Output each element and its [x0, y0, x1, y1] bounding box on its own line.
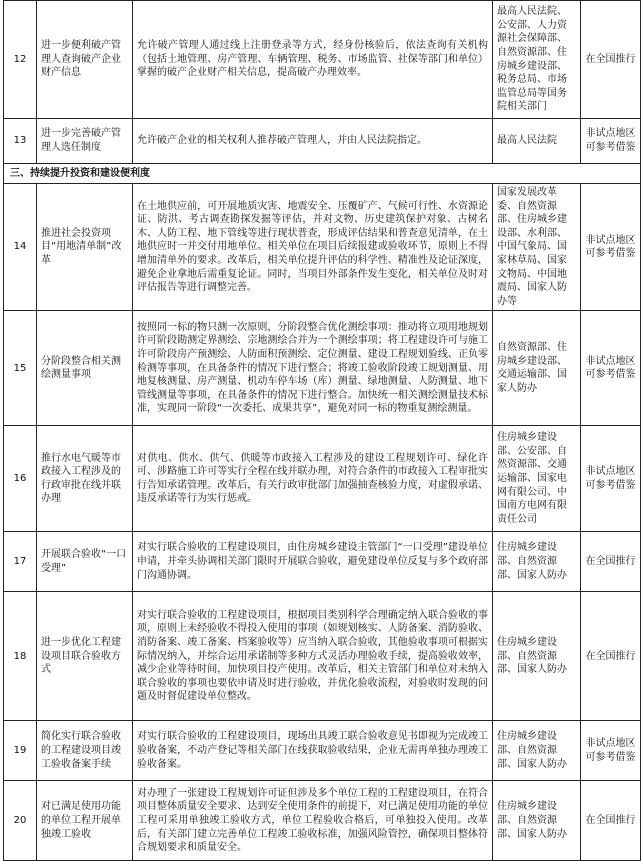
implementation-scope: 在全国推行 [581, 781, 641, 861]
measure-name: 分阶段整合相关测绘测量事项 [37, 311, 133, 426]
responsible-departments: 住房城乡建设部、自然资源部、国家人防办 [493, 721, 581, 781]
table-row [4, 426, 641, 532]
measure-description: 在土地供应前，可开展地质灾害、地震安全、压覆矿产、气候可行性、水资源论证、防洪、考古调查勘探发掘等评估，并对文物、历史建筑保护对象、古树名木、人防工程、地下管线等进行现状普查，形成评估结果和普查意见清单，在土地供应时一并交付用地单位。相关单位在项目后续报建或验收环节，原则上不得增加清单外的要求。改革后，相关单位提升评估的科学性、精准性及论证深度，避免企业拿地后需重复论证。同时，当项目外部条件发生变化，相关单位及时对评估报告等进行调整完善。 [133, 184, 493, 311]
row-number: 14 [4, 184, 37, 311]
implementation-scope: 在全国推行 [581, 1, 641, 119]
responsible-departments: 住房城乡建设部、自然资源部、国家人防办 [493, 592, 581, 721]
table-row [4, 721, 641, 781]
row-number: 19 [4, 721, 37, 781]
measure-name: 推进社会投资项目“用地清单制”改革 [37, 184, 133, 311]
measure-name: 简化实行联合验收的工程建设项目竣工验收备案手续 [37, 721, 133, 781]
implementation-scope: 在全国推行 [581, 592, 641, 721]
table-row [4, 592, 641, 721]
measure-description: 对实行联合验收的工程建设项目，现场出具竣工联合验收意见书即视为完成竣工验收备案，不动产登记等相关部门在线获取验收结果，企业无需再单独办理竣工验收备案。 [133, 721, 493, 781]
row-number: 16 [4, 426, 37, 532]
table-row [4, 1, 641, 119]
row-number: 17 [4, 532, 37, 592]
reform-measures-table [3, 0, 641, 861]
row-number: 20 [4, 781, 37, 861]
implementation-scope: 非试点地区可参考借鉴 [581, 721, 641, 781]
responsible-departments: 住房城乡建设部、公安部、自然资源部、交通运输部、国家电网有限公司、中国南方电网有限责任公司 [493, 426, 581, 532]
implementation-scope: 在全国推行 [581, 532, 641, 592]
measure-description: 对供电、供水、供气、供暖等市政接入工程涉及的建设工程规划许可、绿化许可、涉路施工许可等实行全程在线并联办理，对符合条件的市政接入工程审批实行告知承诺管理。改革后，有关行政审批部门加强抽查核验力度，对虚假承诺、违反承诺等行为实行惩戒。 [133, 426, 493, 532]
section-heading-row [4, 164, 641, 184]
measure-description: 允许破产管理人通过线上注册登录等方式，经身份核验后，依法查询有关机构（包括土地管理、房产管理、车辆管理、税务、市场监管、社保等部门和单位）掌握的破产企业财产相关信息，提高破产办理效率。 [133, 1, 493, 119]
implementation-scope: 非试点地区可参考借鉴 [581, 311, 641, 426]
row-number: 12 [4, 1, 37, 119]
table-row [4, 311, 641, 426]
responsible-departments: 最高人民法院、公安部、人力资源社会保障部、自然资源部、住房城乡建设部、税务总局、市场监管总局等国务院相关部门 [493, 1, 581, 119]
row-number: 15 [4, 311, 37, 426]
measure-name: 进一步完善破产管理人选任制度 [37, 119, 133, 164]
responsible-departments: 住房城乡建设部、自然资源部、国家人防办 [493, 781, 581, 861]
measure-name: 推行水电气暖等市政接入工程涉及的行政审批在线并联办理 [37, 426, 133, 532]
measure-description: 允许破产企业的相关权利人推荐破产管理人，并由人民法院指定。 [133, 119, 493, 164]
measure-description: 对办理了一张建设工程规划许可证但涉及多个单位工程的工程建设项目，在符合项目整体质量安全要求、达到安全使用条件的前提下，对已满足使用功能的单位工程可采用单独竣工验收方式，单位工程验收合格后，可单独投入使用。改革后，有关部门建立完善单位工程竣工验收标准，加强风险管控，确保项目整体符合规划要求和质量安全。 [133, 781, 493, 861]
implementation-scope: 非试点地区可参考借鉴 [581, 184, 641, 311]
table-row [4, 781, 641, 861]
measure-description: 对实行联合验收的工程建设项目，由住房城乡建设主管部门“一口受理”建设单位申请，并牵头协调相关部门限时开展联合验收，避免建设单位反复与多个政府部门沟通协调。 [133, 532, 493, 592]
implementation-scope: 非试点地区可参考借鉴 [581, 426, 641, 532]
measure-description: 对实行联合验收的工程建设项目，根据项目类别科学合理确定纳入联合验收的事项，原则上未经验收不得投入使用的事项（如规划核实、人防备案、消防验收、消防备案、竣工备案、档案验收等）应当纳入联合验收，其他验收事项可根据实际情况纳入，并综合运用承诺制等多种方式灵活办理验收手续，提高验收效率，减少企业等待时间，加快项目投产使用。改革后，相关主管部门和单位对未纳入联合验收的事项也要依申请及时进行验收，并优化验收流程，对验收时发现的问题及时督促建设单位整改。 [133, 592, 493, 721]
responsible-departments: 最高人民法院 [493, 119, 581, 164]
measure-name: 开展联合验收“一口受理” [37, 532, 133, 592]
row-number: 18 [4, 592, 37, 721]
measure-description: 按照同一标的物只测一次原则，分阶段整合优化测绘事项：推动将立项用地规划许可阶段勘测定界测绘、宗地测绘合并为一个测绘事项；将工程建设许可与施工许可阶段房产预测绘、人防面积预测绘、定位测量、建设工程规划验线、正负零检测等事项，在具备条件的情况下进行整合；将竣工验收阶段竣工规划测量、用地复核测量、房产测量、机动车停车场（库）测量、绿地测量、人防测量、地下管线测量等事项，在具备条件的情况下进行整合。加快统一相关测绘测量技术标准，实现同一阶段“一次委托、成果共享”，避免对同一标的物重复测绘测量。 [133, 311, 493, 426]
responsible-departments: 自然资源部、住房城乡建设部、交通运输部、国家人防办 [493, 311, 581, 426]
responsible-departments: 住房城乡建设部、自然资源部、国家人防办 [493, 532, 581, 592]
section-heading: 三、持续提升投资和建设便利度 [4, 164, 641, 184]
table-row [4, 532, 641, 592]
table-row [4, 184, 641, 311]
measure-name: 进一步便利破产管理人查询破产企业财产信息 [37, 1, 133, 119]
responsible-departments: 国家发展改革委、自然资源部、住房城乡建设部、水利部、中国气象局、国家林草局、国家文物局、中国地震局、国家人防办等 [493, 184, 581, 311]
implementation-scope: 非试点地区可参考借鉴 [581, 119, 641, 164]
row-number: 13 [4, 119, 37, 164]
measure-name: 进一步优化工程建设项目联合验收方式 [37, 592, 133, 721]
table-row [4, 119, 641, 164]
measure-name: 对已满足使用功能的单位工程开展单独竣工验收 [37, 781, 133, 861]
